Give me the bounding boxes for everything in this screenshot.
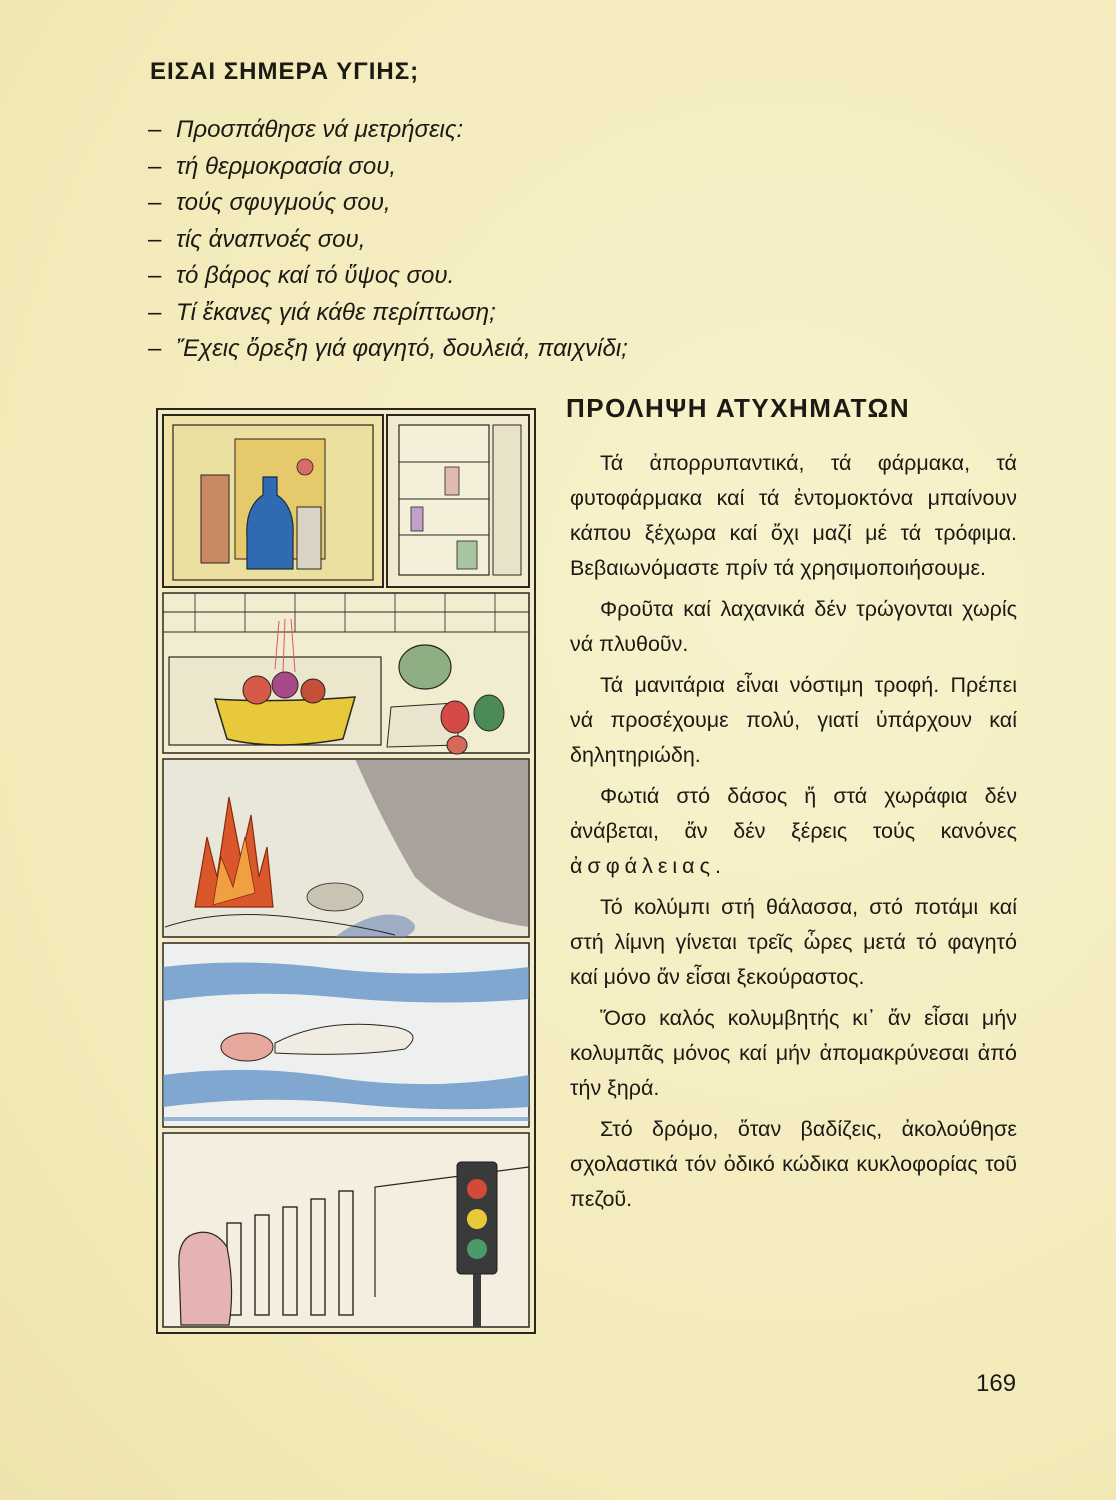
paragraph-swimmer: Ὅσο καλός κολυμβητής κι᾽ ἄν εἶσαι μήν κολυμπᾶς μόνος καί μήν ἀπομακρύνεσαι ἀπό τήν ξηρά. bbox=[570, 1006, 1017, 1100]
paragraph-swimming: Τό κολύμπι στή θάλασσα, στό ποτάμι καί στή λίμνη γίνεται τρεῖς ὧρες μετά τό φαγητό καί μόνο ἄν εἶσαι ξεκούραστος. bbox=[570, 895, 1017, 989]
forest-fire-panel bbox=[163, 759, 529, 937]
checklist-item: – Τί ἔκανες γιά κάθε περίπτωση; bbox=[148, 298, 496, 326]
checklist-item: – τή θερμοκρασία σου, bbox=[148, 152, 397, 180]
paragraph-chemicals: Τά ἀπορρυπαντικά, τά φάρμακα, τά φυτοφάρμακα καί τά ἐντομοκτόνα μπαίνουν κάπου ξέχωρα καί ὄχι μαζί μέ τά τρόφιμα. Βεβαιωνόμαστε πρίν τά χρησιμοποιήσουμε. bbox=[570, 451, 1017, 580]
paragraph-road: Στό δρόμο, ὅταν βαδίζεις, ἀκολούθησε σχολαστικά τόν ὀδικό κώδικα κυκλοφορίας τοῦ πεζοῦ. bbox=[570, 1117, 1017, 1211]
paragraph-mushrooms: Τά μανιτάρια εἶναι νόστιμη τροφή. Πρέπει νά προσέχουμε πολύ, γιατί ὑπάρχουν καί δηλητηριώδη. bbox=[570, 673, 1017, 767]
checklist-item: – τίς ἀναπνοές σου, bbox=[148, 225, 366, 253]
crosswalk-panel bbox=[163, 1133, 529, 1327]
checklist-item: – Προσπάθησε νά μετρήσεις: bbox=[148, 116, 464, 143]
page-number: 169 bbox=[976, 1370, 1017, 1397]
paragraph-fruits: Φροῦτα καί λαχανικά δέν τρώγονται χωρίς νά πλυθοῦν. bbox=[570, 597, 1017, 656]
health-checklist bbox=[148, 112, 628, 368]
accident-prevention-illustration bbox=[155, 407, 537, 1335]
heading-health-check: ΕΙΣΑΙ ΣΗΜΕΡΑ ΥΓΙΗΣ; bbox=[150, 58, 420, 85]
accident-prevention-text bbox=[570, 446, 1017, 1223]
checklist-item: – Ἔχεις ὄρεξη γιά φαγητό, δουλειά, παιχνίδι; bbox=[148, 335, 628, 362]
emphasis-safety: ἀσφάλειας. bbox=[570, 854, 726, 878]
cabinet-panel bbox=[163, 415, 529, 587]
swimming-panel bbox=[163, 943, 529, 1127]
sink-panel bbox=[163, 593, 529, 754]
section-heading-accident-prevention: ΠΡΟΛΗΨΗ ΑΤΥΧΗΜΑΤΩΝ bbox=[566, 393, 911, 423]
checklist-item: – τό βάρος καί τό ὕψος σου. bbox=[148, 262, 455, 289]
paragraph-fire: Φωτιά στό δάσος ἤ στά χωράφια δέν ἀνάβεται, ἄν δέν ξέρεις τούς κανόνες ἀσφάλειας. bbox=[570, 784, 1017, 878]
checklist-item: – τούς σφυγμούς σου, bbox=[148, 189, 391, 216]
